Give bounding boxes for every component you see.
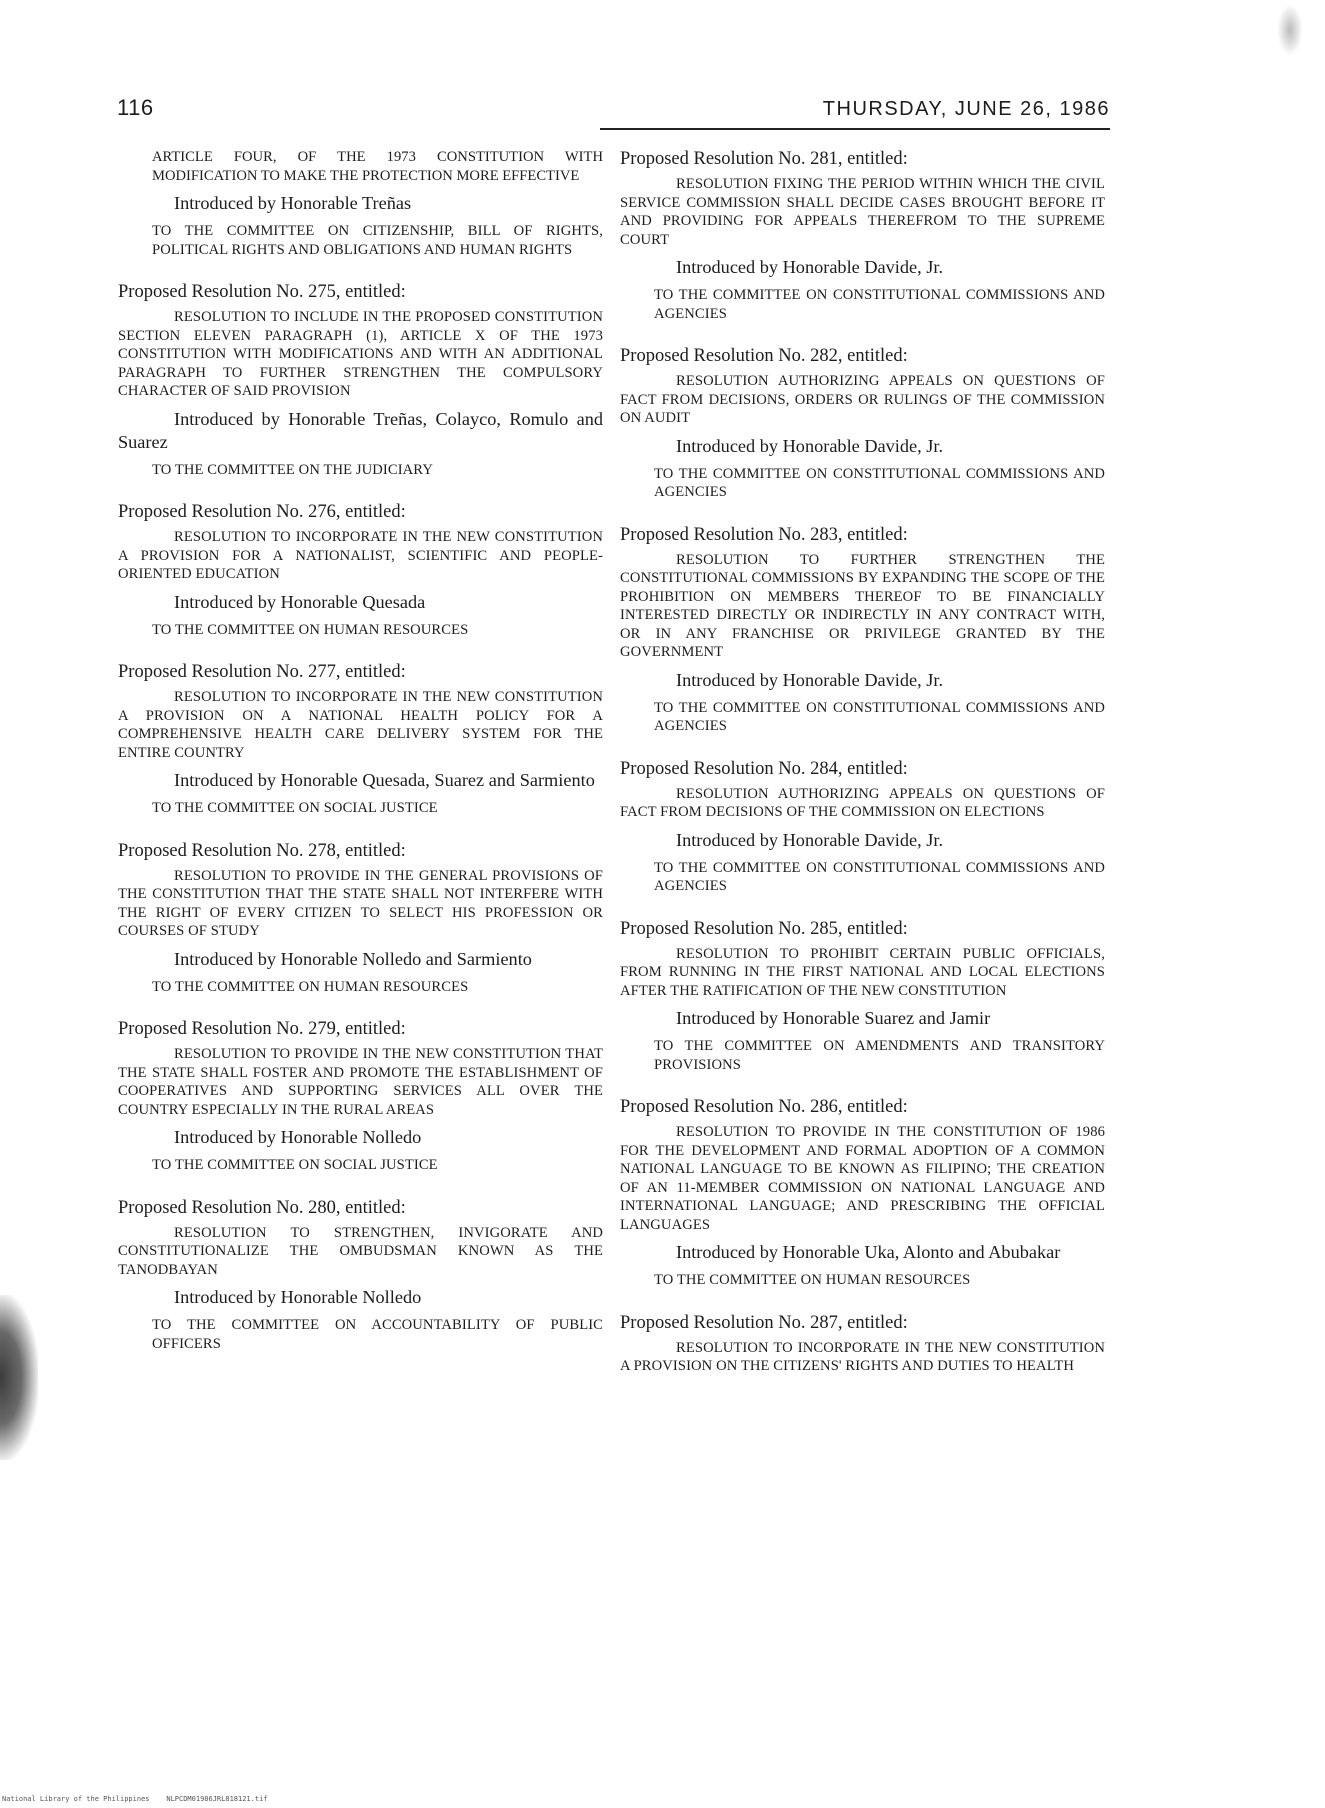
resolution-committee: TO THE COMMITTEE ON SOCIAL JUSTICE — [152, 800, 438, 816]
resolution-heading: Proposed Resolution No. 278, entitled: — [118, 840, 406, 861]
resolution-heading: Proposed Resolution No. 275, entitled: — [118, 282, 406, 302]
resolution-heading: Proposed Resolution No. 283, entitled: — [620, 524, 908, 545]
resolution-title: RESOLUTION TO INCORPORATE IN THE NEW CONSTITUTION A PROVISION ON A NATIONAL HEALTH POLICY FOR A COMPREHENSIVE HEALTH CARE DELIVERY SYSTEM FOR THE ENTIRE COUNTRY — [118, 689, 603, 761]
resolution-title: RESOLUTION TO PROVIDE IN THE NEW CONSTITUTION THAT THE STATE SHALL FOSTER AND PROMOTE THE ESTABLISHMENT OF COOPERATIVES AND SUPPORTING SERVICES ALL OVER THE COUNTRY ESPECIALLY IN THE RURAL AREAS — [118, 1046, 603, 1118]
resolution-introducer: Introduced by Honorable Nolledo — [174, 1127, 422, 1147]
page-number: 116 — [117, 95, 154, 120]
resolution-heading: Proposed Resolution No. 281, entitled: — [620, 149, 908, 169]
resolution-heading: Proposed Resolution No. 276, entitled: — [118, 502, 406, 522]
left-column — [118, 148, 603, 1375]
header-rule — [600, 128, 1110, 130]
resolution-committee: TO THE COMMITTEE ON CONSTITUTIONAL COMMISSIONS AND AGENCIES — [654, 699, 1105, 734]
resolution-introducer: Introduced by Honorable Treñas, Colayco, Romulo and Suarez — [118, 408, 603, 452]
resolution-title: ARTICLE FOUR, OF THE 1973 CONSTITUTION WITH MODIFICATION TO MAKE THE PROTECTION MORE EFFECTIVE — [152, 149, 603, 184]
resolution-introducer: Introduced by Honorable Suarez and Jamir — [676, 1008, 991, 1028]
resolution-introducer: Introduced by Honorable Davide, Jr. — [676, 257, 944, 277]
resolution-introducer: Introduced by Honorable Davide, Jr. — [676, 435, 944, 456]
resolution-entry — [620, 1312, 1105, 1376]
resolution-introducer: Introduced by Honorable Quesada — [174, 591, 426, 612]
resolution-title: RESOLUTION AUTHORIZING APPEALS ON QUESTIONS OF FACT FROM DECISIONS OF THE COMMISSION ON ELECTIONS — [620, 785, 1105, 820]
resolution-entry — [620, 345, 1105, 502]
resolution-entry — [118, 281, 603, 479]
resolution-heading: Proposed Resolution No. 287, entitled: — [620, 1312, 908, 1333]
resolution-committee: TO THE COMMITTEE ON CONSTITUTIONAL COMMISSIONS AND AGENCIES — [654, 859, 1105, 894]
resolution-committee: TO THE COMMITTEE ON AMENDMENTS AND TRANSITORY PROVISIONS — [654, 1038, 1105, 1073]
resolution-committee: TO THE COMMITTEE ON THE JUDICIARY — [152, 461, 433, 478]
resolution-committee: TO THE COMMITTEE ON SOCIAL JUSTICE — [152, 1157, 438, 1173]
resolution-committee: TO THE COMMITTEE ON CONSTITUTIONAL COMMISSIONS AND AGENCIES — [654, 465, 1105, 500]
resolution-heading: Proposed Resolution No. 284, entitled: — [620, 758, 908, 779]
resolution-entry — [118, 501, 603, 639]
resolution-introducer: Introduced by Honorable Quesada, Suarez and Sarmiento — [174, 770, 595, 790]
resolution-entry — [620, 524, 1105, 736]
resolution-heading: Proposed Resolution No. 279, entitled: — [118, 1019, 406, 1039]
resolution-committee: TO THE COMMITTEE ON HUMAN RESOURCES — [152, 621, 469, 638]
resolution-title: RESOLUTION FIXING THE PERIOD WITHIN WHICH THE CIVIL SERVICE COMMISSION SHALL DECIDE CASES BROUGHT BEFORE IT AND PROVIDING FOR APPEALS THEREFROM TO THE SUPREME COURT — [620, 176, 1105, 248]
resolution-heading: Proposed Resolution No. 282, entitled: — [620, 346, 908, 366]
resolution-committee: TO THE COMMITTEE ON HUMAN RESOURCES — [152, 978, 469, 995]
resolution-committee: TO THE COMMITTEE ON CONSTITUTIONAL COMMISSIONS AND AGENCIES — [654, 287, 1105, 322]
resolution-introducer: Introduced by Honorable Davide, Jr. — [676, 669, 944, 690]
resolution-title: RESOLUTION TO STRENGTHEN, INVIGORATE AND CONSTITUTIONALIZE THE OMBUDSMAN KNOWN AS THE TANODBAYAN — [118, 1224, 603, 1278]
resolution-title: RESOLUTION TO FURTHER STRENGTHEN THE CONSTITUTIONAL COMMISSIONS BY EXPANDING THE SCOPE OF THE PROHIBITION ON MEMBERS THEREOF TO BE FINANCIALLY INTERESTED DIRECTLY OR INDIRECTLY IN ANY CONTRACT WITH, OR IN ANY FRANCHISE OR PRIVILEGE GRANTED BY THE GOVERNMENT — [620, 551, 1105, 660]
resolution-title: RESOLUTION AUTHORIZING APPEALS ON QUESTIONS OF FACT FROM DECISIONS, ORDERS OR RULINGS OF THE COMMISSION ON AUDIT — [620, 373, 1105, 426]
resolution-title: RESOLUTION TO PROVIDE IN THE GENERAL PROVISIONS OF THE CONSTITUTION THAT THE STATE SHALL NOT INTERFERE WITH THE RIGHT OF EVERY CITIZEN TO SELECT HIS PROFESSION OR COURSES OF STUDY — [118, 867, 603, 939]
resolution-heading: Proposed Resolution No. 280, entitled: — [118, 1197, 406, 1218]
right-column — [620, 148, 1105, 1398]
resolution-entry-continued — [118, 148, 603, 259]
resolution-committee: TO THE COMMITTEE ON ACCOUNTABILITY OF PUBLIC OFFICERS — [152, 1317, 603, 1352]
resolution-introducer: Introduced by Honorable Treñas — [174, 193, 412, 213]
resolution-heading: Proposed Resolution No. 286, entitled: — [620, 1097, 908, 1117]
resolution-entry — [118, 661, 603, 818]
resolution-introducer: Introduced by Honorable Nolledo — [174, 1287, 422, 1307]
scan-credit: National Library of the Philippines NLPCDM01986JRL818121.tif — [2, 1795, 268, 1803]
resolution-committee: TO THE COMMITTEE ON HUMAN RESOURCES — [654, 1272, 971, 1288]
resolution-committee: TO THE COMMITTEE ON CITIZENSHIP, BILL OF RIGHTS, POLITICAL RIGHTS AND OBLIGATIONS AND HUMAN RIGHTS — [152, 223, 603, 258]
resolution-introducer: Introduced by Honorable Uka, Alonto and Abubakar — [676, 1242, 1061, 1262]
page-date: THURSDAY, JUNE 26, 1986 — [822, 98, 1110, 120]
resolution-introducer: Introduced by Honorable Davide, Jr. — [676, 829, 944, 850]
resolution-entry — [620, 918, 1105, 1075]
resolution-title: RESOLUTION TO INCLUDE IN THE PROPOSED CONSTITUTION SECTION ELEVEN PARAGRAPH (1), ARTICLE X OF THE 1973 CONSTITUTION WITH MODIFICATIONS AND WITH AN ADDITIONAL PARAGRAPH TO FURTHER STRENGTHEN THE COMPULSORY CHARACTER OF SAID PROVISION — [118, 309, 603, 399]
resolution-entry — [620, 1096, 1105, 1290]
resolution-entry — [118, 1018, 603, 1175]
resolution-title: RESOLUTION TO PROVIDE IN THE CONSTITUTION OF 1986 FOR THE DEVELOPMENT AND FORMAL ADOPTION OF A COMMON NATIONAL LANGUAGE TO BE KNOWN AS FILIPINO; THE CREATION OF AN 11-MEMBER COMMISSION ON NATIONAL LANGUAGE AND INTERNATIONAL LANGUAGE; AND PRESCRIBING THE OFFICIAL LANGUAGES — [620, 1124, 1105, 1233]
resolution-title: RESOLUTION TO INCORPORATE IN THE NEW CONSTITUTION A PROVISION ON THE CITIZENS' RIGHTS AND DUTIES TO HEALTH — [620, 1339, 1105, 1374]
resolution-entry — [118, 1197, 603, 1354]
resolution-introducer: Introduced by Honorable Nolledo and Sarmiento — [174, 948, 532, 969]
resolution-title: RESOLUTION TO PROHIBIT CERTAIN PUBLIC OFFICIALS, FROM RUNNING IN THE FIRST NATIONAL AND LOCAL ELECTIONS AFTER THE RATIFICATION OF THE NEW CONSTITUTION — [620, 945, 1105, 999]
scan-artifact — [0, 1295, 38, 1460]
resolution-heading: Proposed Resolution No. 285, entitled: — [620, 918, 908, 939]
resolution-title: RESOLUTION TO INCORPORATE IN THE NEW CONSTITUTION A PROVISION FOR A NATIONALIST, SCIENTIFIC AND PEOPLE-ORIENTED EDUCATION — [118, 529, 603, 582]
resolution-entry — [620, 758, 1105, 896]
resolution-entry — [620, 148, 1105, 323]
resolution-entry — [118, 840, 603, 997]
resolution-heading: Proposed Resolution No. 277, entitled: — [118, 662, 406, 682]
scan-artifact — [1275, 0, 1305, 60]
